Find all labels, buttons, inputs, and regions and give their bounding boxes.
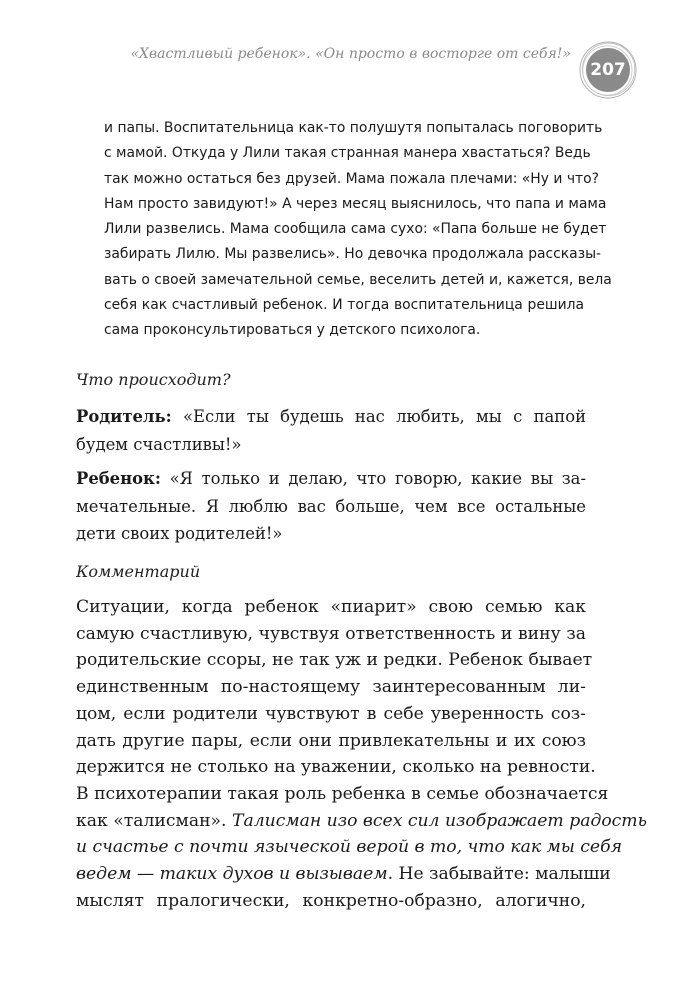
child-quote-line: мечательные. Я люблю вас больше, чем все остальные bbox=[76, 496, 586, 516]
story-line: Лили развелись. Мама сообщила сама сухо: «Папа больше не будет bbox=[104, 221, 607, 238]
commentary-line: родительские ссоры, не так уж и редки. Ребенок бывает bbox=[76, 650, 593, 671]
commentary-line: мыслят пралогически, конкретно-образно, алогично, bbox=[76, 890, 586, 911]
story-line: так можно остаться без друзей. Мама пожала плечами: «Ну и что? bbox=[104, 170, 600, 187]
commentary-line: Ситуации, когда ребенок «пиарит» свою семью как bbox=[76, 597, 586, 617]
child-quote-line: «Я только и делаю, что говорю, какие вы за- bbox=[169, 469, 586, 488]
parent-quote-line: «Если ты будешь нас любить, мы с папой bbox=[182, 407, 586, 426]
story-paragraph bbox=[104, 116, 612, 344]
commentary-line bbox=[76, 808, 647, 835]
commentary-line: цом, если родители чувствуют в себе уверенность соз- bbox=[76, 703, 586, 724]
story-line: сама проконсультироваться у детского психолога. bbox=[104, 322, 481, 339]
story-line: и папы. Воспитательница как-то полушутя попыталась поговорить bbox=[104, 120, 603, 136]
commentary-line: держится не столько на уважении, сколько на ревности. bbox=[76, 757, 596, 778]
parent-label: Родитель: bbox=[76, 407, 172, 426]
page-number: 207 bbox=[590, 60, 626, 80]
story-line: забирать Лилю. Мы развелись». Но девочка продолжала рассказы- bbox=[104, 246, 602, 263]
page-number-badge bbox=[578, 40, 638, 100]
story-line: Нам просто завидуют!» А через месяц выяснилось, что папа и мама bbox=[104, 195, 607, 212]
commentary-paragraph bbox=[76, 594, 647, 914]
commentary-text: как «талисман». bbox=[76, 810, 227, 831]
commentary-line bbox=[76, 861, 611, 888]
running-header: «Хвастливый ребенок». «Он просто в восторге от себя!» bbox=[130, 46, 571, 62]
child-quote-line: дети своих родителей!» bbox=[76, 524, 283, 543]
commentary-line: единственным по-настоящему заинтересованным ли- bbox=[76, 677, 586, 698]
commentary-italic-text: Талисман изо всех сил изображает радость bbox=[232, 810, 647, 831]
commentary-italic-text: ведем — таких духов и вызываем. bbox=[76, 864, 394, 885]
commentary-line: В психотерапии такая роль ребенка в семье обозначается bbox=[76, 783, 609, 804]
commentary-line: дать другие пары, если они привлекательны и их союз bbox=[76, 730, 586, 751]
section-heading-commentary: Комментарий bbox=[76, 562, 201, 581]
parent-quote-line: будем счастливы!» bbox=[76, 434, 242, 454]
commentary-italic-text: и счастье с почти языческой верой в то, что как мы себя bbox=[76, 837, 622, 858]
story-line: себя как счастливый ребенок. И тогда воспитательница решила bbox=[104, 297, 584, 314]
parent-dialogue bbox=[76, 403, 586, 458]
section-heading-what-happens: Что происходит? bbox=[76, 370, 231, 389]
commentary-text: Не забывайте: малыши bbox=[398, 864, 611, 885]
story-line: с мамой. Откуда у Лили такая странная манера хвастаться? Ведь bbox=[104, 145, 591, 162]
child-label: Ребенок: bbox=[76, 469, 161, 488]
commentary-line: самую счастливую, чувствуя ответственность и вину за bbox=[76, 623, 586, 644]
story-line: вать о своей замечательной семье, веселить детей и, кажется, вела bbox=[104, 271, 612, 288]
child-dialogue bbox=[76, 465, 586, 548]
